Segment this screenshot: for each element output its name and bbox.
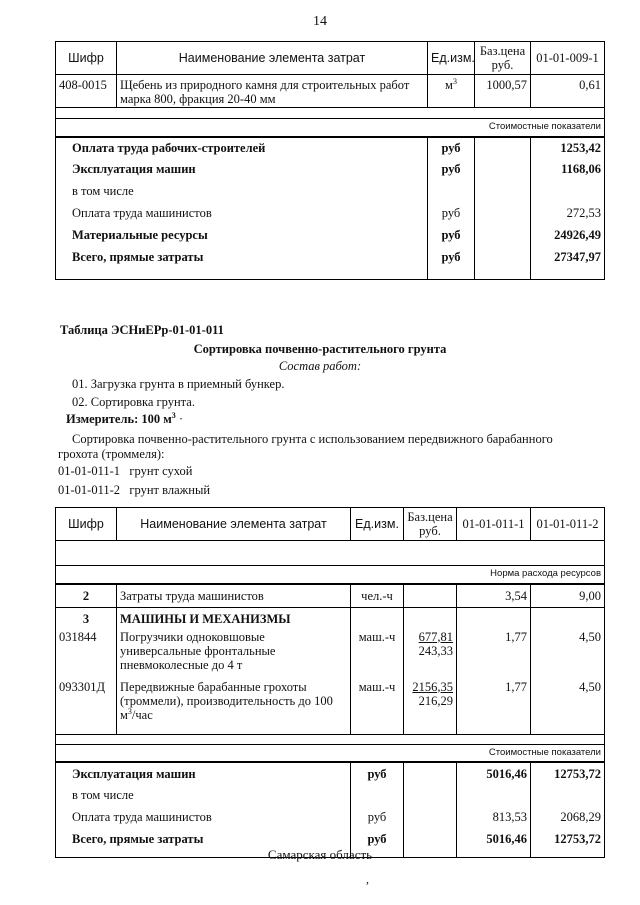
- cost-label-labor: Оплата труда рабочих-строителей: [56, 137, 428, 159]
- header-price: [475, 42, 531, 75]
- cost-unit: руб: [428, 247, 475, 280]
- header-name: Наименование элемента затрат: [117, 42, 428, 75]
- spacer-row: [56, 735, 605, 745]
- cost-unit: руб: [428, 225, 475, 247]
- cost-value-1: 5016,46: [457, 762, 531, 784]
- unit-tail: /час: [131, 707, 153, 722]
- table-header-row: [56, 508, 605, 541]
- header-norm-code: 01-01-009-1: [531, 42, 605, 75]
- cost-label-materials: Материальные ресурсы: [56, 225, 428, 247]
- row-name-line3: [120, 708, 347, 722]
- section-row: [56, 745, 605, 762]
- header-price: [404, 508, 457, 541]
- section-cost-indicators: Стоимостные показатели: [56, 745, 605, 762]
- cost-row: [56, 247, 605, 280]
- header-price-line1: Баз.цена: [407, 510, 453, 524]
- row-code: 408-0015: [56, 75, 117, 108]
- header-unit: Ед.изм.: [428, 42, 475, 75]
- section-row: [56, 119, 605, 137]
- cost-unit: руб: [351, 828, 404, 858]
- work-item-1: 01. Загрузка грунта в приемный бункер.: [72, 377, 285, 391]
- description-line2: грохота (троммеля):: [58, 447, 165, 461]
- header-code: Шифр: [56, 42, 117, 75]
- table-row: [56, 584, 605, 608]
- footer-region: Самарская область: [267, 847, 373, 862]
- cost-value: 1168,06: [531, 159, 605, 181]
- row-value: 0,61: [531, 75, 605, 108]
- cost-value-2: 12753,72: [531, 762, 605, 784]
- section-cost-indicators: Стоимостные показатели: [56, 119, 605, 137]
- price-top: 2156,35: [412, 679, 453, 694]
- row-price: [404, 678, 457, 735]
- meter-label: Измеритель: 100 м: [66, 412, 172, 426]
- row-value-2: 9,00: [531, 584, 605, 608]
- row-name-line2: марка 800, фракция 20-40 мм: [120, 92, 276, 106]
- row-code: 2: [56, 584, 117, 608]
- row-value-1: 1,77: [457, 628, 531, 678]
- group-name: МАШИНЫ И МЕХАНИЗМЫ: [117, 608, 351, 628]
- row-unit: чел.-ч: [351, 584, 404, 608]
- works-heading: Состав работ:: [278, 359, 362, 373]
- row-code: 031844: [56, 628, 117, 678]
- unit-sup: 3: [127, 706, 132, 716]
- row-code: 093301Д: [56, 678, 117, 735]
- table-title: Таблица ЭСНиЕРр-01-01-011: [60, 323, 224, 337]
- price-bottom: 243,33: [418, 643, 453, 658]
- header-price-line2: руб.: [491, 58, 514, 72]
- cost-label-machines: Эксплуатация машин: [56, 159, 428, 181]
- meter-tail: ·: [175, 412, 184, 426]
- group-code: 3: [56, 608, 117, 628]
- row-price: 1000,57: [475, 75, 531, 108]
- header-price-line2: руб.: [419, 524, 441, 538]
- group-row: [56, 608, 605, 628]
- cost-value-1: 5016,46: [457, 828, 531, 858]
- cost-value: 272,53: [531, 203, 605, 225]
- row-value-1: 1,77: [457, 678, 531, 735]
- cost-label-total: Всего, прямые затраты: [56, 247, 428, 280]
- header-code: Шифр: [56, 508, 117, 541]
- row-name: [117, 628, 351, 678]
- cost-unit: руб: [351, 806, 404, 828]
- row-name: Затраты труда машинистов: [117, 584, 351, 608]
- table-row: [56, 678, 605, 735]
- cost-row: [56, 784, 605, 806]
- table-header-row: [56, 42, 605, 75]
- cost-value-2: 12753,72: [531, 828, 605, 858]
- row-name-line1: Погрузчики одноковшовые: [120, 629, 265, 644]
- cost-row: [56, 159, 605, 181]
- cost-label-total: Всего, прямые затраты: [56, 828, 351, 858]
- cost-label-operators: Оплата труда машинистов: [56, 806, 351, 828]
- row-name-line1: Передвижные барабанные грохоты: [120, 679, 307, 694]
- variant-text: грунт влажный: [129, 483, 211, 497]
- table-row: [56, 628, 605, 678]
- cost-unit: руб: [428, 137, 475, 159]
- cost-unit: руб: [428, 203, 475, 225]
- cost-row: [56, 203, 605, 225]
- variant-code: 01-01-011-1: [58, 464, 121, 478]
- row-name-line2: универсальные фронтальные: [120, 643, 276, 658]
- cost-label-machines: Эксплуатация машин: [56, 762, 351, 784]
- work-item-2: 02. Сортировка грунта.: [72, 395, 195, 409]
- cost-row: [56, 806, 605, 828]
- meter-line: [66, 412, 183, 427]
- stray-mark: ,: [366, 872, 369, 886]
- section-heading: Сортировка почвенно-растительного грунта: [193, 342, 447, 356]
- row-value-2: 4,50: [531, 628, 605, 678]
- spacer-row: [56, 541, 605, 566]
- row-name-line2: (троммели), производительность до 100: [120, 693, 333, 708]
- row-price: [404, 628, 457, 678]
- page-number: 14: [313, 14, 327, 29]
- unit-base: м: [120, 707, 128, 722]
- table-row: [56, 75, 605, 108]
- row-name: [117, 678, 351, 735]
- cost-label-including: в том числе: [56, 784, 351, 806]
- variant-code: 01-01-011-2: [58, 483, 121, 497]
- cost-value: 27347,97: [531, 247, 605, 280]
- variant-text: грунт сухой: [129, 464, 193, 478]
- header-name: Наименование элемента затрат: [117, 508, 351, 541]
- row-unit-base: м: [445, 78, 453, 92]
- row-unit: маш.-ч: [351, 678, 404, 735]
- cost-row: [56, 225, 605, 247]
- cost-unit: руб: [351, 762, 404, 784]
- row-unit-sup: 3: [452, 76, 457, 86]
- cost-value-2: 2068,29: [531, 806, 605, 828]
- cost-label-including: в том числе: [56, 181, 428, 203]
- cost-value: 24926,49: [531, 225, 605, 247]
- resource-table-2: [55, 507, 605, 858]
- cost-unit: руб: [428, 159, 475, 181]
- header-norm-code-1: 01-01-011-1: [457, 508, 531, 541]
- section-row: [56, 566, 605, 584]
- section-norms: Норма расхода ресурсов: [56, 566, 605, 584]
- cost-row: [56, 137, 605, 159]
- row-name-line3: пневмоколесные до 4 т: [120, 657, 243, 672]
- row-value-2: 4,50: [531, 678, 605, 735]
- row-unit: маш.-ч: [351, 628, 404, 678]
- price-bottom: 216,29: [418, 693, 453, 708]
- header-unit: Ед.изм.: [351, 508, 404, 541]
- variant-1: [58, 464, 193, 479]
- row-value-1: 3,54: [457, 584, 531, 608]
- variant-2: [58, 483, 210, 498]
- cost-label-operators: Оплата труда машинистов: [56, 203, 428, 225]
- row-unit: [428, 75, 475, 108]
- cost-row: [56, 181, 605, 203]
- row-name-line1: Щебень из природного камня для строительных работ: [120, 78, 410, 92]
- row-name: [117, 75, 428, 108]
- cost-table-1: [55, 41, 605, 280]
- header-price-line1: Баз.цена: [479, 44, 526, 58]
- spacer-row: [56, 108, 605, 119]
- description-line1: Сортировка почвенно-растительного грунта с использованием передвижного барабанного: [72, 432, 553, 446]
- cost-value: 1253,42: [531, 137, 605, 159]
- header-norm-code-2: 01-01-011-2: [531, 508, 605, 541]
- cost-value-1: 813,53: [457, 806, 531, 828]
- cost-row: [56, 762, 605, 784]
- meter-sup: 3: [171, 410, 176, 420]
- price-top: 677,81: [418, 629, 453, 644]
